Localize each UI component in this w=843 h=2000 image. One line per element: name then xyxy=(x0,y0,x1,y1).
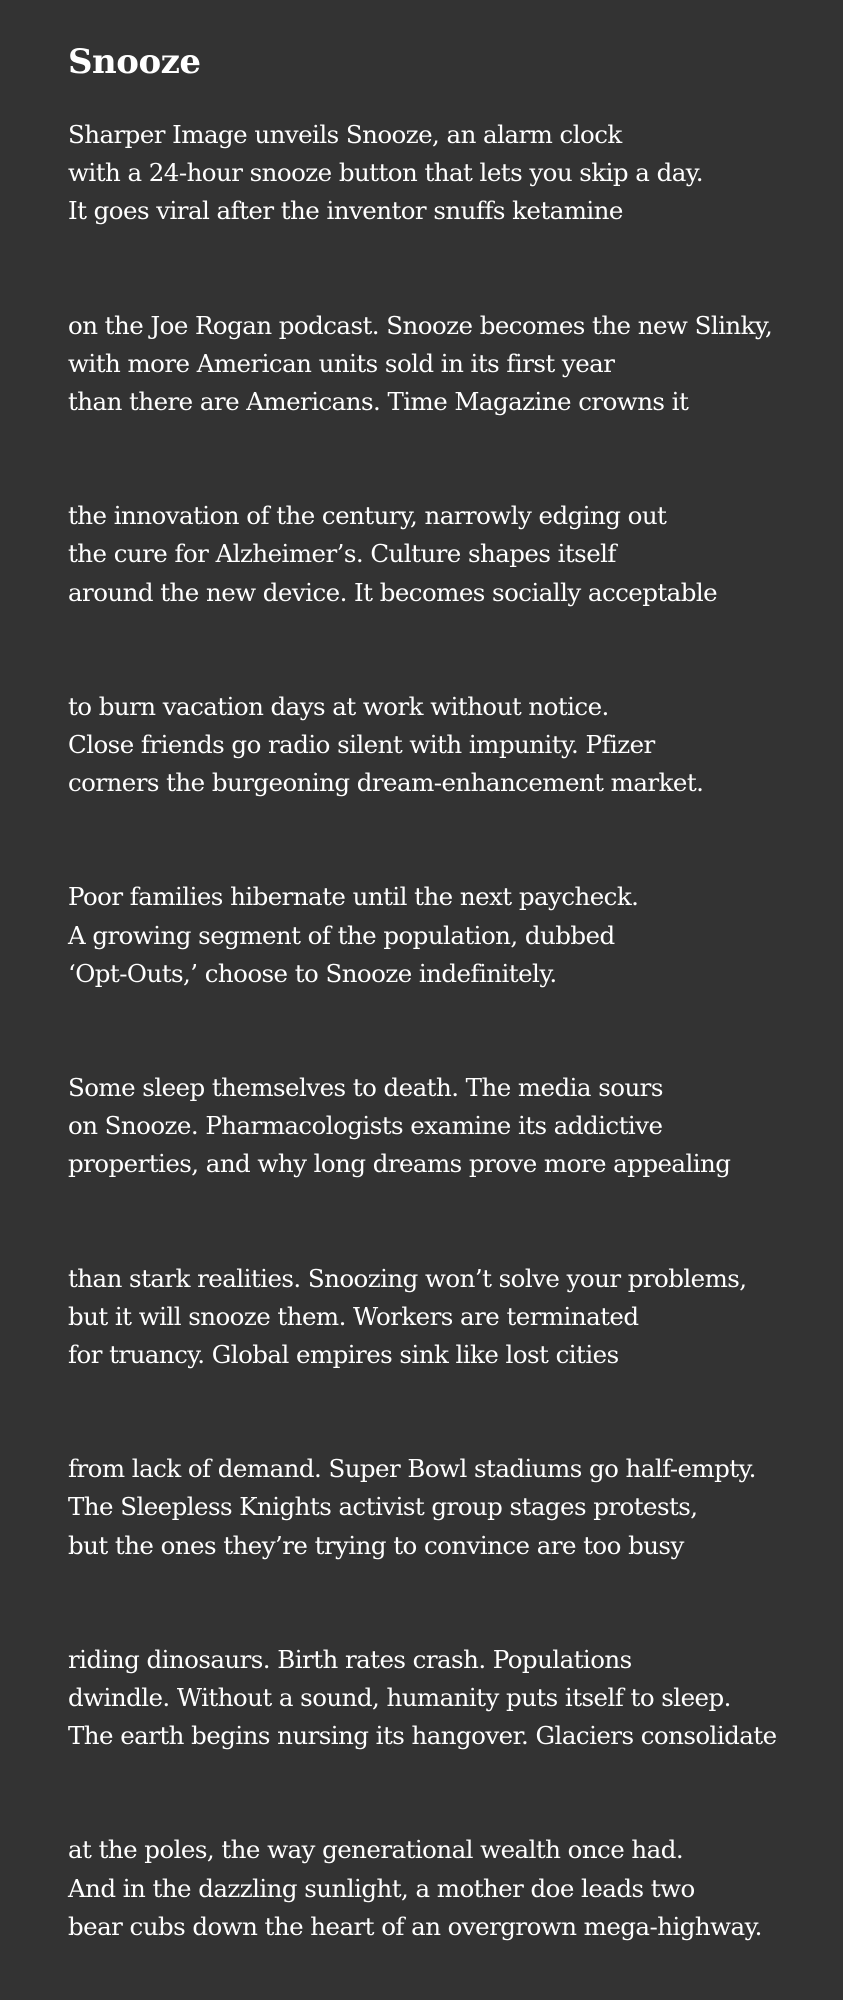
stanza-6 xyxy=(68,1069,843,1184)
stanza-1 xyxy=(68,116,843,231)
stanza-8 xyxy=(68,1450,843,1565)
poem-line: on the Joe Rogan podcast. Snooze becomes the new Slinky, xyxy=(68,310,773,340)
poem-line: than there are Americans. Time Magazine crowns it xyxy=(68,387,689,417)
poem-line: Poor families hibernate until the next paycheck. xyxy=(68,882,639,912)
poem-line: properties, and why long dreams prove more appealing xyxy=(68,1149,731,1179)
poem-line: than stark realities. Snoozing won’t solve your problems, xyxy=(68,1263,747,1293)
poem-line: A growing segment of the population, dubbed xyxy=(68,920,615,950)
poem-line: Sharper Image unveils Snooze, an alarm clock xyxy=(68,120,622,149)
stanza-4 xyxy=(68,688,843,803)
poem-line: And in the dazzling sunlight, a mother doe leads two xyxy=(68,1873,695,1903)
poem-line: from lack of demand. Super Bowl stadiums go half-empty. xyxy=(68,1454,756,1484)
stanza-2 xyxy=(68,307,843,422)
poem-line: riding dinosaurs. Birth rates crash. Populations xyxy=(68,1644,632,1674)
stanza-7 xyxy=(68,1260,843,1375)
poem-line: for truancy. Global empires sink like lost cities xyxy=(68,1340,619,1370)
poem-line: corners the burgeoning dream-enhancement market. xyxy=(68,768,704,798)
stanza-9 xyxy=(68,1641,843,1756)
poem-line: the cure for Alzheimer’s. Culture shapes itself xyxy=(68,539,616,569)
poem-line: on Snooze. Pharmacologists examine its addictive xyxy=(68,1111,663,1141)
poem-line: but it will snooze them. Workers are terminated xyxy=(68,1301,639,1331)
poem-line: but the ones they’re trying to convince are too busy xyxy=(68,1530,684,1560)
poem-title: Snooze xyxy=(68,42,201,82)
stanza-3 xyxy=(68,497,843,612)
poem-line: The Sleepless Knights activist group stages protests, xyxy=(68,1492,698,1522)
poem-line: ‘Opt-Outs,’ choose to Snooze indefinitely. xyxy=(68,958,557,988)
stanza-10 xyxy=(68,1831,843,1946)
poem-line: It goes viral after the inventor snuffs ketamine xyxy=(68,196,623,226)
poem-line: with a 24-hour snooze button that lets you skip a day. xyxy=(68,158,704,188)
poem-line: the innovation of the century, narrowly edging out xyxy=(68,501,667,531)
stanza-5 xyxy=(68,878,843,993)
poem-line: Some sleep themselves to death. The media sours xyxy=(68,1073,663,1103)
poem-line: Close friends go radio silent with impunity. Pfizer xyxy=(68,730,655,760)
poem-line: to burn vacation days at work without notice. xyxy=(68,691,609,721)
poem-line: with more American units sold in its first year xyxy=(68,348,615,378)
poem-line: dwindle. Without a sound, humanity puts itself to sleep. xyxy=(68,1683,731,1713)
poem-line: The earth begins nursing its hangover. Glaciers consolidate xyxy=(68,1721,777,1751)
poem-line: bear cubs down the heart of an overgrown mega-highway. xyxy=(68,1911,762,1941)
poem-line: around the new device. It becomes socially acceptable xyxy=(68,577,718,607)
poem-line: at the poles, the way generational wealth once had. xyxy=(68,1835,684,1865)
